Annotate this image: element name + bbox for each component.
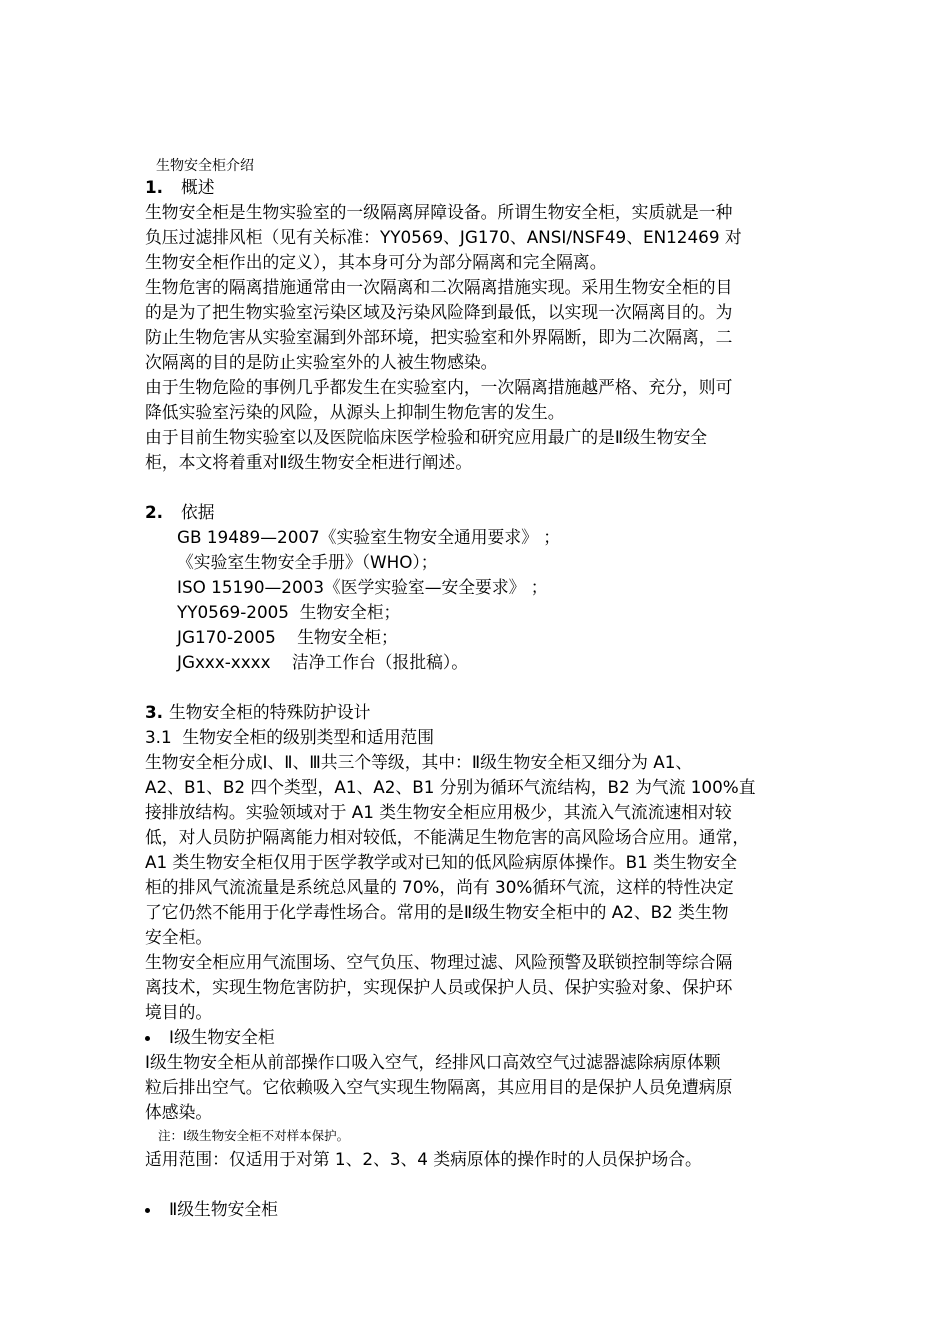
paragraph-line: 安全柜。 [145, 927, 213, 947]
paragraph-line: 降低实验室污染的风险，从源头上抑制生物危害的发生。 [145, 402, 565, 422]
paragraph-line: 柜，本文将着重对Ⅱ级生物安全柜进行阐述。 [145, 452, 473, 472]
class-1-heading [145, 1025, 810, 1050]
spacer [145, 675, 810, 700]
bullet-heading-text: Ⅱ级生物安全柜 [169, 1199, 278, 1219]
paragraph-line: 生物危害的隔离措施通常由一次隔离和二次隔离措施实现。采用生物安全柜的目 [145, 277, 733, 297]
reference-item: JGxxx-xxxx 洁净工作台（报批稿）。 [177, 652, 469, 672]
section-2-heading [145, 500, 810, 525]
reference-item: YY0569-2005 生物安全柜； [177, 602, 401, 622]
section-1-heading [145, 175, 810, 200]
section-title: 生物安全柜的特殊防护设计 [169, 702, 371, 722]
paragraph-line: 了它仍然不能用于化学毒性场合。常用的是Ⅱ级生物安全柜中的 A2、B2 类生物 [145, 902, 729, 922]
paragraph-line: 防止生物危害从实验室漏到外部环境，把实验室和外界隔断，即为二次隔离，二 [145, 327, 733, 347]
paragraph-line: 低，对人员防护隔离能力相对较低，不能满足生物危害的高风险场合应用。通常， [145, 827, 750, 847]
section-3-heading [145, 700, 810, 725]
paragraph-line: 由于生物危险的事例几乎都发生在实验室内，一次隔离措施越严格、充分，则可 [145, 377, 733, 397]
paragraph-line: 体感染。 [145, 1102, 213, 1122]
paragraph-line: 由于目前生物实验室以及医院临床医学检验和研究应用最广的是Ⅱ级生物安全 [145, 427, 708, 447]
paragraph-line: 柜的排风气流流量是系统总风量的 70%，尚有 30%循环气流，这样的特性决定 [145, 877, 734, 897]
paragraph-line: 生物安全柜应用气流围场、空气负压、物理过滤、风险预警及联锁控制等综合隔 [145, 952, 733, 972]
reference-item: GB 19489—2007《实验室生物安全通用要求》 ； [177, 527, 560, 547]
spacer [145, 1172, 810, 1197]
paragraph-line: 次隔离的目的是防止实验室外的人被生物感染。 [145, 352, 498, 372]
reference-item: ISO 15190—2003《医学实验室—安全要求》 ； [177, 577, 548, 597]
paragraph-line: A1 类生物安全柜仅用于医学教学或对已知的低风险病原体操作。B1 类生物安全 [145, 852, 738, 872]
bullet-icon [145, 1036, 150, 1041]
bullet-icon [145, 1208, 150, 1213]
bullet-heading-text: Ⅰ级生物安全柜 [169, 1027, 275, 1047]
spacer [145, 475, 810, 500]
scope-text: 适用范围：仅适用于对第 1、2、3、4 类病原体的操作时的人员保护场合。 [145, 1149, 702, 1169]
section-number: 3. [145, 702, 164, 722]
document-title: 生物安全柜介绍 [156, 158, 254, 174]
paragraph-line: A2、B1、B2 四个类型，A1、A2、B1 分别为循环气流结构，B2 为气流 100%直 [145, 777, 756, 797]
section-number: 1. [145, 177, 164, 197]
paragraph-line: 生物安全柜分成Ⅰ、Ⅱ、Ⅲ共三个等级，其中：Ⅱ级生物安全柜又细分为 A1、 [145, 752, 693, 772]
reference-item: JG170-2005 生物安全柜； [177, 627, 398, 647]
paragraph-line: 生物安全柜是生物实验室的一级隔离屏障设备。所谓生物安全柜，实质就是一种 [145, 202, 733, 222]
paragraph-line: 离技术，实现生物危害防护，实现保护人员或保护人员、保护实验对象、保护环 [145, 977, 733, 997]
paragraph-line: 负压过滤排风柜（见有关标准：YY0569、JG170、ANSI/NSF49、EN12469 对 [145, 227, 742, 247]
paragraph-line: 境目的。 [145, 1002, 213, 1022]
subsection-heading: 3.1 生物安全柜的级别类型和适用范围 [145, 727, 435, 747]
section-title: 概述 [181, 177, 215, 197]
paragraph-line: 的是为了把生物实验室污染区域及污染风险降到最低，以实现一次隔离目的。为 [145, 302, 733, 322]
section-title: 依据 [181, 502, 215, 522]
paragraph-line: Ⅰ级生物安全柜从前部操作口吸入空气，经排风口高效空气过滤器滤除病原体颗 [145, 1052, 721, 1072]
paragraph-line: 接排放结构。实验领域对于 A1 类生物安全柜应用极少，其流入气流流速相对较 [145, 802, 732, 822]
section-number: 2. [145, 502, 164, 522]
reference-item: 《实验室生物安全手册》（WHO）； [177, 552, 438, 572]
paragraph-line: 生物安全柜作出的定义），其本身可分为部分隔离和完全隔离。 [145, 252, 607, 272]
paragraph-line: 粒后排出空气。它依赖吸入空气实现生物隔离，其应用目的是保护人员免遭病原 [145, 1077, 733, 1097]
class-2-heading [145, 1197, 810, 1222]
document-body [145, 175, 810, 1222]
note-text: 注：Ⅰ级生物安全柜不对样本保护。 [158, 1128, 350, 1143]
